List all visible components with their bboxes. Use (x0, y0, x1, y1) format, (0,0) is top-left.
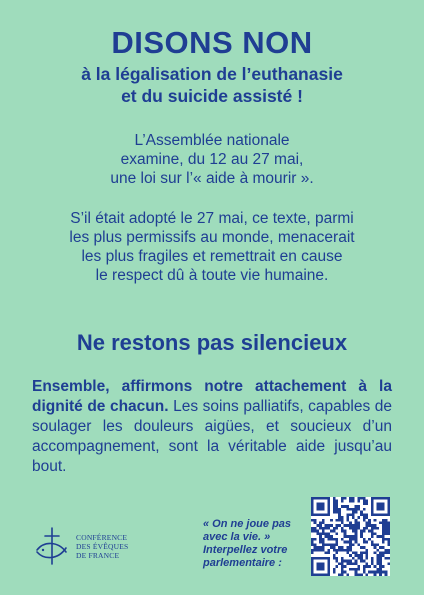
threat-line-4: le respect dû à toute vie humaine. (95, 267, 329, 284)
logo-line-3: DE FRANCE (76, 550, 120, 560)
cross-fish-logo-icon (34, 526, 70, 566)
qr-code-pattern (311, 497, 390, 576)
cef-logo (34, 526, 128, 566)
threat-line-2: les plus permissifs au monde, menacerait (69, 229, 355, 246)
assembly-line-1: L’Assemblée nationale (134, 132, 290, 149)
qr-code[interactable] (311, 497, 390, 576)
cta-line-3: Interpellez votre (203, 544, 288, 556)
threat-line-1: S’il était adopté le 27 mai, ce texte, parmi (70, 210, 354, 227)
subheadline-line-1: à la légalisation de l’euthanasie (81, 64, 343, 84)
cta-line-1: « On ne joue pas (203, 518, 292, 530)
assembly-paragraph (0, 131, 424, 188)
logo-line-1: CONFÉRENCE (76, 532, 128, 542)
assembly-line-3: une loi sur l’« aide à mourir ». (110, 170, 314, 187)
cta-line-2: avec la vie. » (203, 531, 271, 543)
threat-paragraph (0, 209, 424, 285)
body-bold-text: Ensemble, affirmons notre attachement à la dignité de chacun. (32, 378, 392, 415)
body-regular-text: Les soins palliatifs, capables de soulager les douleurs aigües, et soucieux d’un accompagnement, sont la véritable aide jusqu’au bout. (32, 398, 392, 475)
body-paragraph (32, 377, 392, 477)
logo-text (76, 533, 128, 560)
cta-line-4: parlementaire : (203, 557, 282, 569)
headline: DISONS NON (111, 25, 313, 60)
call-to-action (203, 518, 307, 570)
subheadline-line-2: et du suicide assisté ! (121, 86, 303, 106)
assembly-line-2: examine, du 12 au 27 mai, (120, 151, 304, 168)
threat-line-3: les plus fragiles et remettrait en cause (81, 248, 343, 265)
section-title: Ne restons pas silencieux (76, 330, 348, 355)
subheadline (0, 63, 424, 107)
logo-line-2: DES ÉVÊQUES (76, 541, 129, 551)
